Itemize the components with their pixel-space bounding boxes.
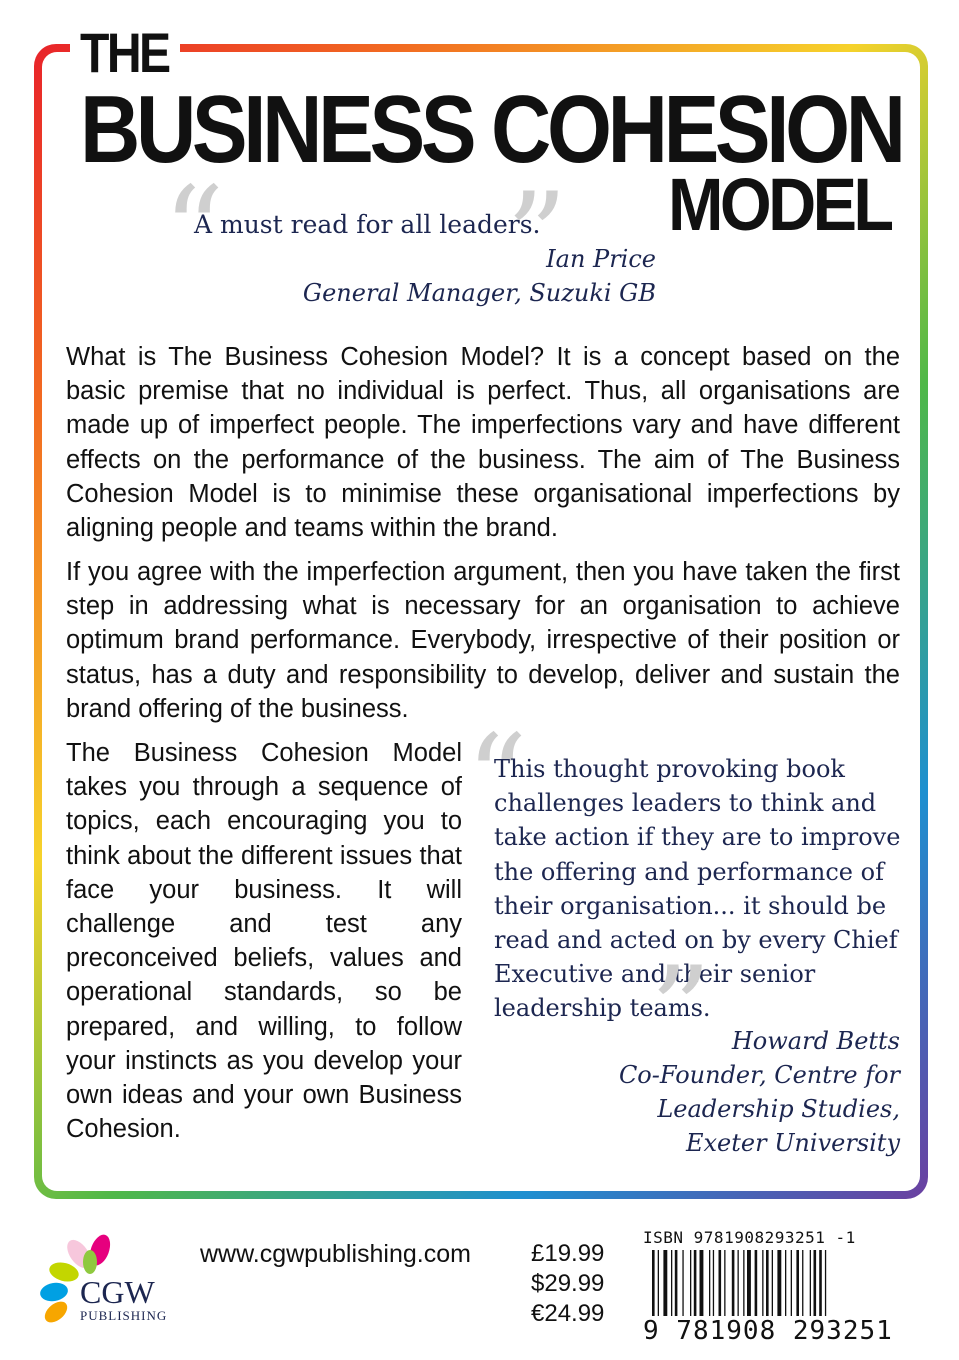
close-quote-mark-2: ” — [650, 942, 712, 1081]
quote2-role-line2: Leadership Studies, — [657, 1095, 900, 1123]
quote2-text: This thought provoking book challenges leaders to think and take action if they are to improve the offering and performance of their organisation... it should be read and acted on by every Chief Executive and their senior leadership teams. — [494, 755, 901, 1023]
price-eur: €24.99 — [531, 1300, 605, 1327]
quote1-role: General Manager, Suzuki GB — [302, 279, 656, 307]
barcode-icon — [652, 1250, 882, 1322]
price-usd: $29.99 — [531, 1270, 605, 1297]
barcode-digits: 9 781908 293251 — [643, 1316, 893, 1346]
open-quote-mark-1: “ — [163, 162, 225, 301]
paragraph-1: What is The Business Cohesion Model? It is a concept based on the basic premise that no individual is perfect. Thus, all organisations are made up of imperfect people. The imperfections vary and have different effects on the performance of the business. The aim of The Business Cohesion Model is to minimise these organisational imperfections by aligning people and teams within the brand. — [66, 343, 900, 543]
logo-name: CGW — [80, 1274, 155, 1310]
quote2-attribution — [500, 1024, 900, 1160]
quote1-attribution — [260, 242, 656, 310]
logo-subtitle: PUBLISHING — [80, 1308, 168, 1323]
title-line-business-cohesion: BUSINESS COHESION — [80, 76, 902, 183]
price-gbp: £19.99 — [531, 1240, 605, 1267]
quote1-text: A must read for all leaders. — [194, 210, 541, 239]
quote2-role-line1: Co-Founder, Centre for — [618, 1061, 900, 1089]
title-line-the: THE — [80, 21, 169, 84]
close-quote-mark-1: ” — [506, 168, 568, 307]
paragraph-2: If you agree with the imperfection argument, then you have taken the first step in addressing what is necessary for an organisation to achieve optimum brand performance. Everybody, irrespective of their position or status, has a duty and responsibility to develop, deliver and sustain the brand offering of the business. — [66, 558, 900, 723]
quote2-author: Howard Betts — [731, 1027, 900, 1055]
paragraph-3: The Business Cohesion Model takes you through a sequence of topics, each encouraging you to think about the different issues that face your business. It will challenge and test any preconceived beliefs, values and operational standards, so be prepared, and willing, to follow your instincts as you develop your own ideas and your own Business Cohesion. — [66, 739, 462, 1144]
title-line-model: MODEL — [668, 163, 891, 246]
quote2-role-line3: Exeter University — [686, 1129, 900, 1157]
isbn-label: ISBN 9781908293251 -1 — [643, 1228, 856, 1247]
quote1-author: Ian Price — [546, 245, 656, 273]
publisher-url[interactable]: www.cgwpublishing.com — [200, 1240, 471, 1268]
open-quote-mark-2: “ — [466, 710, 528, 849]
